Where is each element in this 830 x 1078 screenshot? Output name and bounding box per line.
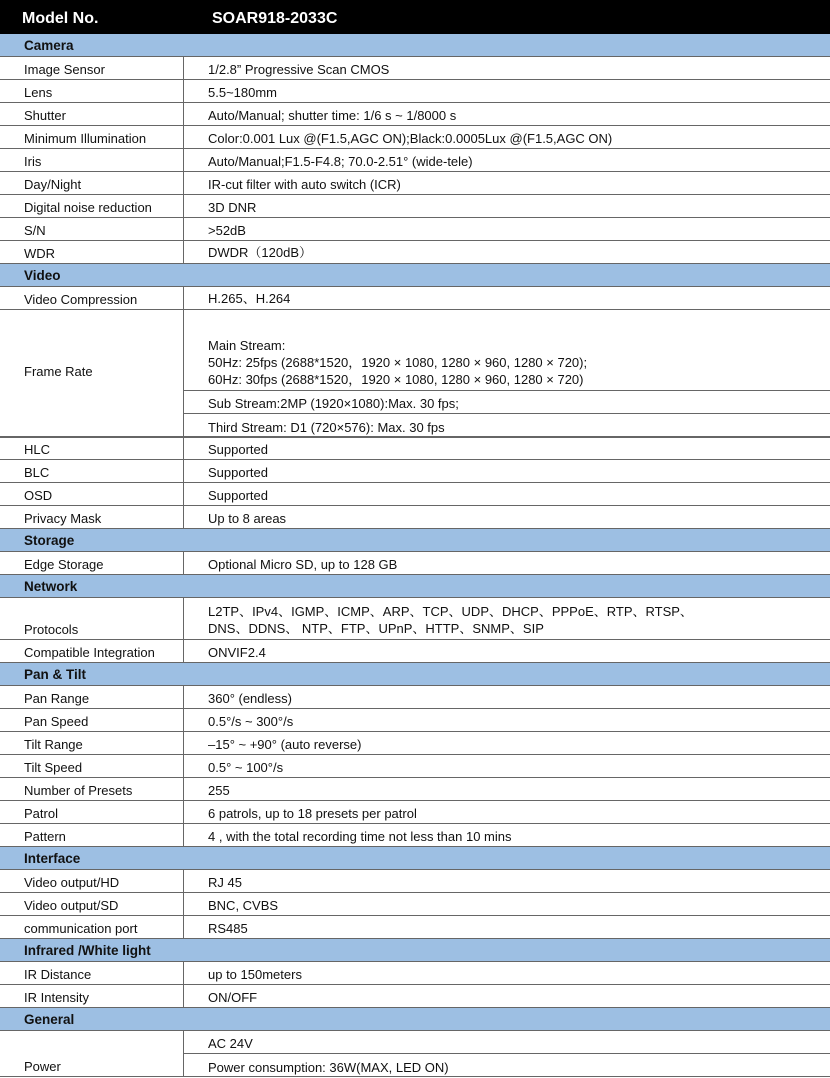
- row-value: BNC, CVBS: [208, 898, 279, 913]
- sub-stream-value: Sub Stream:2MP (1920×1080):Max. 30 fps;: [208, 396, 459, 411]
- section-title: Infrared /White light: [24, 943, 151, 958]
- row-value: RS485: [208, 921, 248, 936]
- row-label: Compatible Integration: [24, 645, 155, 660]
- row-communication-port: [0, 916, 830, 939]
- row-value: –15° ~ +90° (auto reverse): [208, 737, 362, 752]
- row-compatible-integration: [0, 640, 830, 663]
- row-tilt-range: [0, 732, 830, 755]
- row-min-illumination: [0, 126, 830, 149]
- power-supply-cell: [183, 1031, 830, 1054]
- row-label: Protocols: [24, 622, 79, 637]
- main-stream-50hz: 50Hz: 25fps (2688*1520，1920 × 1080, 1280 × 960, 1280 × 720);: [208, 355, 588, 370]
- row-osd: [0, 483, 830, 506]
- row-value: 0.5° ~ 100°/s: [208, 760, 284, 775]
- row-value: RJ 45: [208, 875, 242, 890]
- row-shutter: [0, 103, 830, 126]
- row-value: 5.5~180mm: [208, 85, 278, 100]
- row-label: Tilt Speed: [24, 760, 83, 775]
- row-pan-speed: [0, 709, 830, 732]
- section-network: [0, 575, 830, 598]
- section-title: Video: [24, 268, 61, 283]
- main-stream-title: Main Stream:: [208, 338, 286, 353]
- section-storage: [0, 529, 830, 552]
- row-label: HLC: [24, 442, 51, 457]
- row-label: Frame Rate: [24, 364, 93, 379]
- row-value: Auto/Manual; shutter time: 1/6 s ~ 1/8000 s: [208, 108, 457, 123]
- row-value: up to 150meters: [208, 967, 302, 982]
- row-tilt-speed: [0, 755, 830, 778]
- row-label: IR Intensity: [24, 990, 90, 1005]
- section-title: Camera: [24, 38, 74, 53]
- row-label: Digital noise reduction: [24, 200, 152, 215]
- model-number: SOAR918-2033C: [212, 10, 338, 27]
- row-value: Up to 8 areas: [208, 511, 287, 526]
- row-ir-intensity: [0, 985, 830, 1008]
- row-label: Video Compression: [24, 292, 138, 307]
- third-stream-cell: [183, 414, 830, 437]
- row-number-of-presets: [0, 778, 830, 801]
- row-image-sensor: [0, 57, 830, 80]
- main-stream-60hz: 60Hz: 30fps (2688*1520，1920 × 1080, 1280 × 960, 1280 × 720): [208, 372, 584, 387]
- row-label: BLC: [24, 465, 50, 480]
- row-value: >52dB: [208, 223, 246, 238]
- protocols-line-1: L2TP、IPv4、IGMP、ICMP、ARP、TCP、UDP、DHCP、PPPoE、RTP、RTSP、: [208, 604, 693, 619]
- row-edge-storage: [0, 552, 830, 575]
- row-label: Patrol: [24, 806, 58, 821]
- row-value: Supported: [208, 442, 268, 457]
- row-label: Pattern: [24, 829, 66, 844]
- row-value: DWDR（120dB）: [208, 245, 313, 260]
- section-title: Pan & Tilt: [24, 667, 87, 682]
- row-value: Color:0.001 Lux @(F1.5,AGC ON);Black:0.0005Lux @(F1.5,AGC ON): [208, 131, 613, 146]
- row-value: Supported: [208, 465, 268, 480]
- row-value: 3D DNR: [208, 200, 257, 215]
- row-value: 255: [208, 783, 230, 798]
- protocols-line-2: DNS、DDNS、 NTP、FTP、UPnP、HTTP、SNMP、SIP: [208, 621, 544, 636]
- section-video: [0, 264, 830, 287]
- row-value: IR-cut filter with auto switch (ICR): [208, 177, 401, 192]
- row-label: S/N: [24, 223, 46, 238]
- section-title: Network: [24, 579, 78, 594]
- section-camera: [0, 34, 830, 57]
- row-label: Video output/SD: [24, 898, 119, 913]
- row-pattern: [0, 824, 830, 847]
- section-pan-tilt: [0, 663, 830, 686]
- row-video-output-hd: [0, 870, 830, 893]
- row-label: Day/Night: [24, 177, 82, 192]
- row-frame-rate: [0, 310, 830, 437]
- row-value: Auto/Manual;F1.5-F4.8; 70.0-2.51° (wide-tele): [208, 154, 473, 169]
- row-wdr: [0, 241, 830, 264]
- section-title: General: [24, 1012, 75, 1027]
- section-infrared: [0, 939, 830, 962]
- row-label: Tilt Range: [24, 737, 83, 752]
- row-label: Privacy Mask: [24, 511, 102, 526]
- row-label: communication port: [24, 921, 138, 936]
- row-privacy-mask: [0, 506, 830, 529]
- row-label: Number of Presets: [24, 783, 133, 798]
- main-stream-cell: [183, 310, 830, 391]
- row-hlc: [0, 437, 830, 460]
- third-stream-value: Third Stream: D1 (720×576): Max. 30 fps: [208, 420, 445, 435]
- section-title: Interface: [24, 851, 81, 866]
- row-protocols: [0, 598, 830, 640]
- row-pan-range: [0, 686, 830, 709]
- row-label: Power: [24, 1059, 61, 1074]
- row-iris: [0, 149, 830, 172]
- row-value: H.265、H.264: [208, 291, 291, 306]
- row-dnr: [0, 195, 830, 218]
- row-label: WDR: [24, 246, 56, 261]
- row-value: 1/2.8” Progressive Scan CMOS: [208, 62, 390, 77]
- row-video-compression: [0, 287, 830, 310]
- row-label: Shutter: [24, 108, 66, 123]
- row-label: Image Sensor: [24, 62, 105, 77]
- row-sn: [0, 218, 830, 241]
- row-blc: [0, 460, 830, 483]
- row-label: IR Distance: [24, 967, 92, 982]
- row-label: Iris: [24, 154, 42, 169]
- row-label: Lens: [24, 85, 53, 100]
- power-consumption-value: Power consumption: 36W(MAX, LED ON): [208, 1060, 449, 1075]
- row-label: Minimum Illumination: [24, 131, 147, 146]
- row-value: [208, 603, 693, 637]
- row-value: ONVIF2.4: [208, 645, 266, 660]
- row-ir-distance: [0, 962, 830, 985]
- row-patrol: [0, 801, 830, 824]
- power-consumption-cell: [183, 1054, 830, 1077]
- row-label: Pan Range: [24, 691, 90, 706]
- row-value: 6 patrols, up to 18 presets per patrol: [208, 806, 417, 821]
- section-interface: [0, 847, 830, 870]
- row-day-night: [0, 172, 830, 195]
- row-value: 4 , with the total recording time not less than 10 mins: [208, 829, 512, 844]
- section-title: Storage: [24, 533, 75, 548]
- row-label: Pan Speed: [24, 714, 89, 729]
- row-value: Supported: [208, 488, 268, 503]
- row-lens: [0, 80, 830, 103]
- row-value: Optional Micro SD, up to 128 GB: [208, 557, 398, 572]
- row-power: [0, 1031, 830, 1077]
- sub-stream-cell: [183, 391, 830, 414]
- row-value: 0.5°/s ~ 300°/s: [208, 714, 294, 729]
- row-label: OSD: [24, 488, 53, 503]
- section-general: [0, 1008, 830, 1031]
- row-video-output-sd: [0, 893, 830, 916]
- header-row: [0, 0, 830, 34]
- row-label: Video output/HD: [24, 875, 120, 890]
- row-value: 360° (endless): [208, 691, 292, 706]
- row-value: ON/OFF: [208, 990, 258, 1005]
- row-label: Edge Storage: [24, 557, 104, 572]
- power-supply-value: AC 24V: [208, 1036, 253, 1051]
- model-label: Model No.: [22, 10, 99, 27]
